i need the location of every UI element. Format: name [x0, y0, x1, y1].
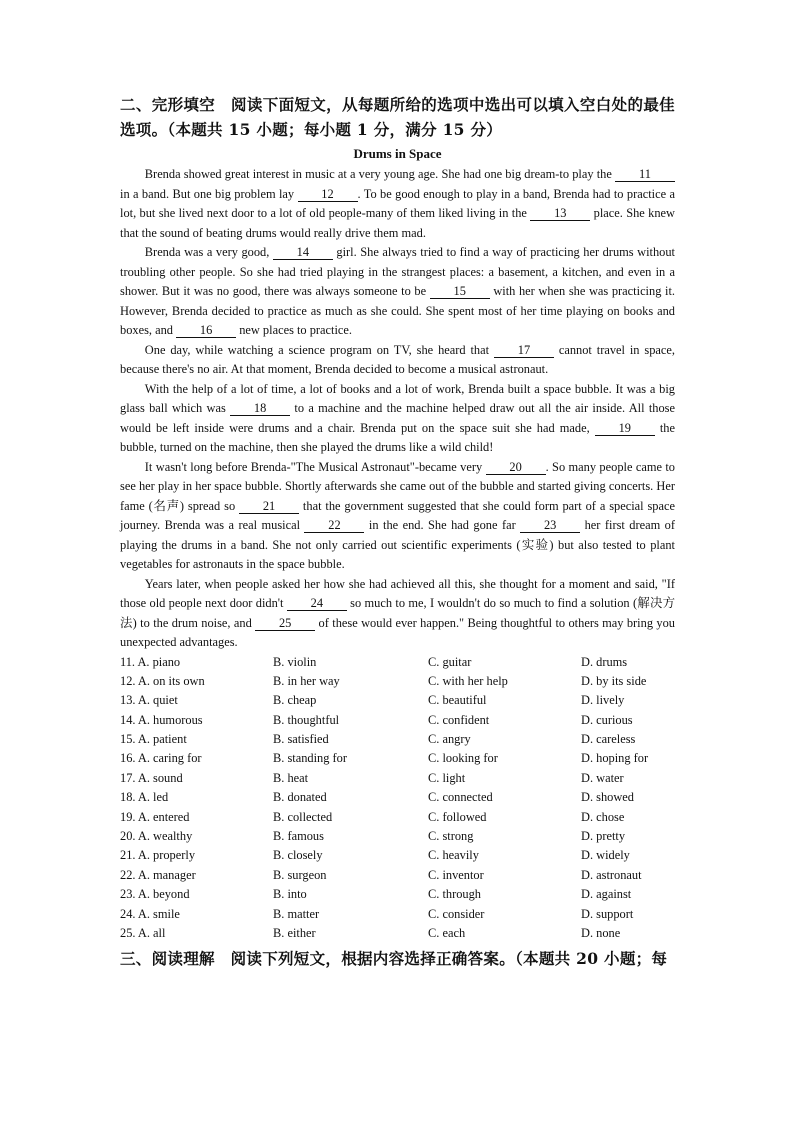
- paragraph-text: with her when she was practicing it. However, Brenda decided to practice as much as she could. She spent most of her time playing on books and boxes, and: [120, 284, 675, 337]
- blank-25: 25: [255, 617, 315, 631]
- option-11-D: D. drums: [581, 654, 628, 669]
- option-22-B: B. surgeon: [273, 867, 327, 882]
- option-24-C: C. consider: [428, 906, 485, 921]
- option-18-D: D. showed: [581, 790, 634, 805]
- option-22-D: D. astronaut: [581, 867, 642, 882]
- option-23-C: C. through: [428, 887, 482, 902]
- option-row: [120, 846, 675, 865]
- option-21-C: C. heavily: [428, 848, 479, 863]
- option-20-C: C. strong: [428, 829, 474, 844]
- option-13-C: C. beautiful: [428, 693, 487, 708]
- option-18-A: 18. A. led: [120, 790, 169, 805]
- option-18-C: C. connected: [428, 790, 493, 805]
- option-20-D: D. pretty: [581, 829, 626, 844]
- option-13-A: 13. A. quiet: [120, 693, 178, 708]
- option-11-B: B. violin: [273, 654, 317, 669]
- paragraph-text: new places to practice.: [236, 323, 353, 337]
- option-20-B: B. famous: [273, 829, 324, 844]
- blank-18: 18: [230, 402, 290, 416]
- option-16-C: C. looking for: [428, 751, 498, 766]
- option-15-A: 15. A. patient: [120, 732, 187, 747]
- option-row: [120, 769, 675, 788]
- exam-page: [120, 92, 675, 971]
- option-12-B: B. in her way: [273, 673, 340, 688]
- paragraph-text: her first dream of playing the drums in a band. She not only carried out scientific experiments (实验) but also tested to plant vegetables for astronauts in the space bubble.: [120, 518, 676, 571]
- option-row: [120, 653, 675, 672]
- paragraph-text: cannot travel in space, because there's no air. At that moment, Brenda decided to become a musical astronaut.: [120, 342, 675, 376]
- option-14-B: B. thoughtful: [273, 712, 340, 727]
- option-25-D: D. none: [581, 925, 621, 940]
- option-24-D: D. support: [581, 906, 634, 921]
- option-17-B: B. heat: [273, 770, 309, 785]
- paragraph-text: Years later, when people asked her how she had achieved all this, she thought for a moment and said, "If those old people next door didn't: [120, 576, 675, 610]
- option-14-C: C. confident: [428, 712, 490, 727]
- blank-11: 11: [615, 168, 675, 182]
- option-21-A: 21. A. properly: [120, 848, 196, 863]
- option-16-D: D. hoping for: [581, 751, 649, 766]
- paragraph-text: One day, while watching a science program on TV, she heard that: [144, 342, 494, 357]
- option-row: [120, 885, 675, 904]
- option-row: [120, 827, 675, 846]
- option-row: [120, 749, 675, 768]
- option-17-C: C. light: [428, 770, 466, 785]
- option-19-A: 19. A. entered: [120, 809, 190, 824]
- passage-body: [120, 165, 675, 653]
- paragraph-text: of these would ever happen." Being thoughtful to others may bring you unexpected advantages.: [120, 615, 675, 649]
- option-11-A: 11. A. piano: [120, 654, 181, 669]
- option-19-C: C. followed: [428, 809, 487, 824]
- option-row: [120, 924, 675, 943]
- option-12-D: D. by its side: [581, 673, 647, 688]
- option-25-B: B. either: [273, 925, 316, 940]
- option-12-A: 12. A. on its own: [120, 673, 205, 688]
- option-row: [120, 691, 675, 710]
- paragraph-text: in a band. But one big problem lay: [120, 186, 298, 201]
- option-23-B: B. into: [273, 887, 307, 902]
- option-22-A: 22. A. manager: [120, 867, 196, 882]
- section-2-heading: 二、完形填空 阅读下面短文，从每题所给的选项中选出可以填入空白处的最佳选项。（本题共 15 小题；每小题 1 分，满分 15 分）: [120, 95, 675, 139]
- option-13-B: B. cheap: [273, 693, 317, 708]
- paragraph-text: to a machine and the machine helped draw out all the air inside. All those would be left inside were drums and a chair. Brenda put on the space suit she had made,: [120, 401, 675, 435]
- paragraph-text: Brenda showed great interest in music at a very young age. She had one big dream-to play the: [144, 167, 615, 181]
- option-24-A: 24. A. smile: [120, 906, 180, 921]
- paragraph-text: in the end. She had gone far: [364, 518, 521, 532]
- option-15-D: D. careless: [581, 732, 636, 747]
- answer-options: [120, 653, 675, 944]
- blank-15: 15: [430, 285, 490, 299]
- blank-19: 19: [595, 422, 655, 436]
- option-19-D: D. chose: [581, 809, 625, 824]
- blank-20: 20: [486, 461, 546, 475]
- paragraph-text: Brenda was a very good,: [144, 245, 273, 259]
- blank-12: 12: [298, 188, 358, 202]
- passage-paragraph: [120, 165, 675, 243]
- paragraph-text: With the help of a lot of time, a lot of books and a lot of work, Brenda built a space bubble. It was a big glass ball which was: [120, 381, 675, 415]
- option-11-C: C. guitar: [428, 654, 472, 669]
- option-23-D: D. against: [581, 887, 632, 902]
- option-21-B: B. closely: [273, 848, 323, 863]
- option-14-A: 14. A. humorous: [120, 712, 203, 727]
- option-row: [120, 788, 675, 807]
- blank-17: 17: [494, 344, 554, 358]
- passage-paragraph: [120, 380, 675, 458]
- option-row: [120, 866, 675, 885]
- option-24-B: B. matter: [273, 906, 320, 921]
- option-row: [120, 711, 675, 730]
- option-row: [120, 672, 675, 691]
- paragraph-text: the bubble, turned on the machine, then she played the drums like a wild child!: [120, 420, 675, 454]
- blank-21: 21: [239, 500, 299, 514]
- option-19-B: B. collected: [273, 809, 333, 824]
- paragraph-text: . So many people came to see her play in her space bubble. Shortly afterwards she came out of the bubble and started giving concerts. Her fame (名声) spread so: [120, 459, 675, 513]
- paragraph-text: It wasn't long before Brenda-"The Musical Astronaut"-became very: [144, 459, 486, 474]
- option-22-C: C. inventor: [428, 867, 484, 882]
- blank-22: 22: [304, 519, 364, 533]
- passage-paragraph: [120, 243, 675, 341]
- section-3-heading: 三、阅读理解 阅读下列短文，根据内容选择正确答案。（本题共 20 小题；每: [120, 949, 668, 969]
- option-16-B: B. standing for: [273, 751, 347, 766]
- paragraph-text: girl. She always tried to find a way of practicing her drums without troubling other people. So she had tried playing in the strangest places: a basement, a kitchen, and even in a shower. But it was no good, there was always someone to be: [120, 245, 675, 298]
- blank-23: 23: [520, 519, 580, 533]
- blank-13: 13: [530, 207, 590, 221]
- option-13-D: D. lively: [581, 693, 625, 708]
- option-12-C: C. with her help: [428, 673, 508, 688]
- passage-paragraph: [120, 575, 675, 653]
- passage-title: Drums in Space: [353, 146, 442, 161]
- paragraph-text: so much to me, I wouldn't do so much to find a solution (解决方法) to the drum noise, and: [120, 596, 675, 630]
- option-row: [120, 730, 675, 749]
- option-25-C: C. each: [428, 925, 466, 940]
- option-row: [120, 905, 675, 924]
- paragraph-text: place. She knew that the sound of beating drums would really drive them mad.: [120, 206, 675, 240]
- blank-14: 14: [273, 246, 333, 260]
- option-14-D: D. curious: [581, 712, 633, 727]
- option-21-D: D. widely: [581, 848, 630, 863]
- paragraph-text: . To be good enough to play in a band, Brenda had to practice a lot, but she lived next door to a lot of old people-many of them liked living in the: [120, 186, 675, 220]
- blank-24: 24: [287, 597, 347, 611]
- paragraph-text: that the government suggested that she could form part of a special space journey. Brenda was a real musical: [120, 498, 676, 532]
- passage-paragraph: [120, 458, 675, 575]
- option-23-A: 23. A. beyond: [120, 887, 190, 902]
- option-row: [120, 808, 675, 827]
- blank-16: 16: [176, 324, 236, 338]
- option-25-A: 25. A. all: [120, 925, 166, 940]
- option-20-A: 20. A. wealthy: [120, 829, 193, 844]
- option-15-C: C. angry: [428, 732, 471, 747]
- option-18-B: B. donated: [273, 790, 327, 805]
- option-17-D: D. water: [581, 770, 624, 785]
- option-17-A: 17. A. sound: [120, 770, 183, 785]
- option-15-B: B. satisfied: [273, 732, 329, 747]
- passage-paragraph: [120, 341, 675, 380]
- option-16-A: 16. A. caring for: [120, 751, 202, 766]
